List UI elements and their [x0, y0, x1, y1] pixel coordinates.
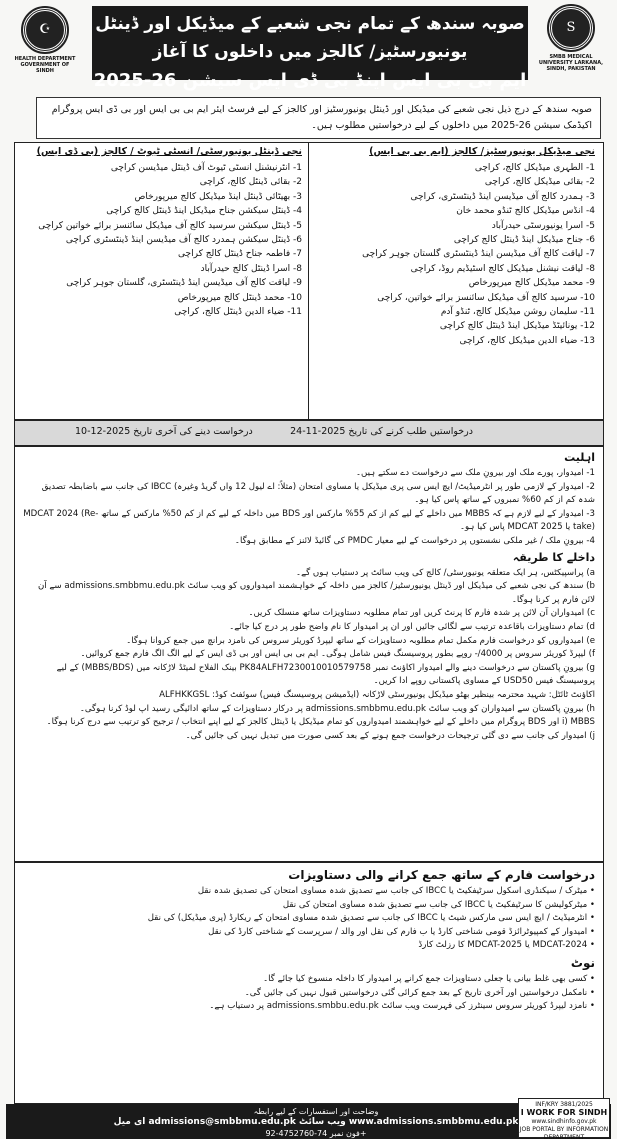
- list-item: c) امیدواران آن لائن پر شدہ فارم کا پرنٹ کریں اور تمام مطلوبہ دستاویزات ساتھ منسلک کریں۔: [248, 608, 595, 619]
- list-item: 3- ہمدرد کالج آف میڈیسن اینڈ ڈینٹسٹری، کراچی: [410, 191, 595, 202]
- crescent-emblem-icon: ☪: [23, 8, 67, 52]
- list-item: e) امیدواروں کو درخواست فارم مکمل تمام مطلوبہ دستاویزات کے ساتھ لیپرڈ کوریئر سروس کی نامزد برانچ میں جمع کروانا ہوگا۔: [126, 635, 595, 646]
- list-item: 2- بقائی ڈینٹل کالج، کراچی: [199, 177, 302, 188]
- mbbs-column: [308, 143, 603, 421]
- page-subtitle: ایم بی بی ایس اینڈ بی ڈی ایس سیشن 26-2025: [93, 70, 527, 91]
- list-item: 5- اسرا یونیورسٹی حیدرآباد: [491, 220, 595, 231]
- university-emblem-icon: S: [549, 6, 593, 50]
- title-banner: [92, 6, 528, 91]
- list-item: 9- لیاقت کالج آف میڈیسن اینڈ ڈینٹسٹری، گلستان جوہر کراچی: [66, 278, 302, 289]
- list-item: 11- سلیمان روشن میڈیکل کالج، ٹنڈو آدم: [440, 307, 595, 318]
- page-title: صوبہ سندھ کے تمام نجی شعبے کے میڈیکل اور ڈینٹل یونیورسٹیز/ کالجز میں داخلوں کا آغاز: [95, 14, 525, 62]
- note-heading: نوٹ: [570, 955, 595, 970]
- list-item: • میٹرکولیشن کا سرٹیفکیٹ یا IBCC کی جانب سے تصدیق شدہ مساوی امتحان کی نقل: [282, 899, 595, 910]
- dates-bar: [14, 420, 604, 446]
- list-item: 10- محمد ڈینٹل کالج میرپورخاص: [177, 292, 302, 303]
- documents-heading: درخواست فارم کے ساتھ جمع کرانے والی دستاویزات: [288, 868, 595, 882]
- eligibility-procedure-section: [14, 446, 604, 862]
- university-logo: [537, 6, 605, 82]
- last-date: درخواست دینے کی آخری تاریخ 2025-12-10: [75, 426, 253, 437]
- list-item: • نامکمل درخواستیں اور آخری تاریخ کے بعد جمع کرائی گئی درخواستیں قبول نہیں کی جائیں گی۔: [244, 987, 595, 998]
- list-item: • انٹرمیڈیٹ / ایچ ایس سی مارکس شیٹ یا IBCC کی جانب سے تصدیق شدہ مساوی امتحان کے ریکارڈ (پری میڈیکل) کی نقل: [147, 913, 595, 924]
- list-item: 1- امیدوار، پورے ملک اور بیرونِ ملک سے درخواست دے سکتے ہیں۔: [356, 468, 595, 478]
- contact-phone: فون نمبر 74-4752760-92+: [265, 1129, 367, 1138]
- list-item: 8- لیاقت نیشنل میڈیکل کالج اسٹیڈیم روڈ، کراچی: [410, 263, 595, 274]
- list-item: 1- الطہری میڈیکل کالج، کراچی: [474, 163, 595, 173]
- list-item: 13- ضیاء الدین میڈیکل کالج، کراچی: [459, 335, 595, 346]
- list-item: • MDCAT-2024 یا MDCAT-2025 کا رزلٹ کارڈ: [418, 940, 595, 951]
- list-item: h) بیرونِ پاکستان سے امیدواران کو ویب سائٹ admissions.smbbmu.edu.pk پر درکار دستاویزات کے ساتھ ادائیگی رسید اپ لوڈ کرنا ہوگی۔: [79, 703, 595, 714]
- list-item: 6- ڈینٹل سیکشن ہمدرد کالج آف میڈیسن اینڈ ڈینٹسٹری کراچی: [65, 235, 302, 246]
- list-item: b) سندھ کی نجی شعبے کی میڈیکل اور ڈینٹل یونیورسٹیز/ کالجز میں داخلہ کے خواہشمند امیدواروں کو ویب سائٹ admissions.smbbmu.edu.pk سے آن لائن فارم پر کرنا ہوگا۔: [37, 581, 595, 605]
- ad-site: www.sindhinfo.gov.pk: [531, 1118, 597, 1125]
- list-item: 5- ڈینٹل سیکشن سرسید کالج آف میڈیکل سائنسز برائے خواتین کراچی: [38, 220, 302, 231]
- ad-department: JOB PORTAL BY INFORMATION DEPARTMENT: [519, 1126, 609, 1141]
- list-item: • کسی بھی غلط بیانی یا جعلی دستاویزات جمع کرانے پر امیدوار کا داخلہ منسوخ کیا جائے گا۔: [263, 973, 595, 984]
- list-item: d) تمام دستاویزات باقاعدہ ترتیب سے لگائی جائیں اور ان پر امیدوار کا نام واضح طور پر درج کیا جائے۔: [229, 621, 595, 632]
- list-item: j) امیدوار کی جانب سے دی گئی ترجیحات درخواست جمع ہونے کے بعد کسی صورت میں تبدیل نہیں کی جائیں گی۔: [185, 730, 595, 741]
- list-item: 4- ڈینٹل سیکشن جناح میڈیکل اینڈ ڈینٹل کالج کراچی: [106, 206, 302, 217]
- eligibility-heading: اہلیت: [564, 451, 595, 464]
- list-item: 11- ضیاء الدین ڈینٹل کالج، کراچی: [174, 307, 302, 318]
- start-date: درخواستیں طلب کرنے کی تاریخ 2025-11-24: [290, 426, 473, 437]
- list-item: 12- یونائیٹڈ میڈیکل اینڈ ڈینٹل کالج کراچی: [439, 321, 595, 332]
- list-item: • امیدوار کے کمپیوٹرائزڈ قومی شناختی کارڈ یا ب فارم کی نقل اور والد / سرپرست کے شناختی کارڈ کی نقل: [208, 926, 595, 937]
- header: [6, 4, 611, 91]
- list-item: g) بیرونِ پاکستان سے درخواست دینے والے امیدوار اکاؤنٹ نمبر PK84ALFH7230010010579758 بینک الفلاح لمیٹڈ لاڑکانہ میں (MBBS/BDS) کے لیے پروسیسنگ فیس USD50 کے مساوی پاکستانی روپے ادا کریں۔: [56, 662, 595, 687]
- list-item: 10- سرسید کالج آف میڈیکل سائنسز برائے خواتین، کراچی: [377, 292, 595, 303]
- list-item: 8- اسرا ڈینٹل کالج حیدرآباد: [200, 263, 302, 274]
- list-item: 1- انٹرنیشنل انسٹی ٹیوٹ آف ڈینٹل میڈیسن کراچی: [110, 163, 302, 173]
- list-item: 7- فاطمہ جناح ڈینٹل کالج کراچی: [178, 249, 302, 260]
- contact-links: ای میل admissions@smbbmu.edu.pk ویب سائٹ www.admissions.smbbmu.edu.pk: [113, 1117, 519, 1127]
- bds-heading: نجی ڈینٹل یونیورسٹی/ انسٹی ٹیوٹ / کالجز (بی ڈی ایس): [36, 146, 302, 157]
- brand-text: I WORK FOR SINDH: [520, 1108, 608, 1117]
- list-item: 3- امیدوار کے لیے لازم ہے کہ MBBS میں داخلے کے لیے کم از کم 55% مارکس اور BDS میں داخلہ کے لیے کم از کم 50% مارکس کے ساتھ MDCAT 2024 (Re-take) یا MDCAT 2025 پاس کیا ہو۔: [23, 508, 595, 533]
- list-item: 2- بقائی میڈیکل کالج، کراچی: [484, 177, 595, 188]
- list-item: 4- بیرونِ ملک / غیر ملکی نشستوں پر درخواست کے لیے معیار PMDC کی گائیڈ لائنز کے مطابق ہوگا۔: [234, 535, 595, 546]
- ad-reference-box: [518, 1098, 610, 1141]
- bds-column: [15, 143, 310, 421]
- list-item: اکاؤنٹ ٹائٹل: شہید محترمہ بینظیر بھٹو میڈیکل یونیورسٹی لاڑکانہ (ایڈمیشن پروسیسنگ فیس) سوئفٹ کوڈ: ALFHKKGSL: [159, 689, 595, 700]
- procedure-heading: داخلے کا طریقہ: [512, 550, 595, 564]
- list-item: 9- محمد میڈیکل کالج میرپورخاص: [468, 278, 595, 289]
- list-item: 4- انڈس میڈیکل کالج ٹنڈو محمد خان: [456, 206, 595, 217]
- list-item: f) لیپرڈ کوریئر سروس پر 4000/- روپے بطور پروسیسنگ فیس شامل ہوگی۔ ایم بی بی ایس اور بی ڈی ایس کے لیے الگ الگ فارم جمع کروائیں۔: [80, 649, 595, 660]
- list-item: 2- امیدوار کے لازمی طور پر انٹرمیڈیٹ/ ایچ ایس سی پری میڈیکل یا مساوی امتحان (مثلاً: اے لیول 12 واں گریڈ وغیرہ) IBCC کی جانب سے باضابطہ تصدیق شدہ کم از کم 60% نمبروں کے ساتھ پاس کیا ہو۔: [41, 481, 595, 506]
- list-item: i) MBBS اور BDS پروگرام میں داخلے کے لیے خواہشمند امیدواروں کو تمام میڈیکل یا ڈینٹل کالجز کے لیے اپنے انتخاب / ترجیح کو ترتیب سے درج کرنا ہوگا۔: [46, 717, 595, 728]
- colleges-table: [14, 142, 604, 420]
- list-item: 3- بھیٹائی ڈینٹل اینڈ میڈیکل کالج میرپورخاص: [134, 191, 302, 202]
- ad-number: INF/KRY 3881/2025: [535, 1101, 593, 1108]
- list-item: • میٹرک / سیکنڈری اسکول سرٹیفکیٹ یا IBCC کی جانب سے تصدیق شدہ مساوی امتحان کی تصدیق شدہ نقل: [197, 886, 595, 896]
- mbbs-heading: نجی میڈیکل یونیورسٹیز/ کالجز (ایم بی بی ایس): [369, 146, 595, 157]
- logo-caption: SMBB MEDICAL UNIVERSITY LARKANA, SINDH, PAKISTAN: [538, 54, 604, 72]
- list-item: 6- جناح میڈیکل اینڈ ڈینٹل کالج کراچی: [453, 235, 595, 246]
- sindh-government-logo: [12, 8, 78, 82]
- documents-section: [14, 862, 604, 1104]
- list-item: • نامزد لیپرڈ کوریئر سروس سینٹرز کی فہرست ویب سائٹ admissions.smbbu.edu.pk پر دستیاب ہے۔: [209, 1001, 595, 1012]
- contact-heading: وضاحت اور استفسارات کے لیے رابطہ: [253, 1107, 379, 1116]
- list-item: a) پراسپیکٹس، ہر ایک متعلقہ یونیورسٹی/ کالج کی ویب سائٹ پر دستیاب ہوں گے۔: [296, 567, 595, 578]
- contact-info: [106, 1106, 526, 1139]
- list-item: 7- لیاقت کالج آف میڈیسن اینڈ ڈینٹسٹری گلستان جوہر کراچی: [362, 249, 595, 260]
- logo-caption: HEALTH DEPARTMENT GOVERNMENT OF SINDH: [14, 56, 76, 74]
- intro-paragraph: صوبہ سندھ کے درج ذیل نجی شعبے کی میڈیکل اور ڈینٹل یونیورسٹیز اور کالجز کے لیے فرسٹ ایئر ایم بی بی ایس اور بی ڈی ایس پروگرام اکیڈمک سیشن 26-2025 میں داخلوں کے لیے درخواستیں مطلوب ہیں۔: [36, 97, 601, 139]
